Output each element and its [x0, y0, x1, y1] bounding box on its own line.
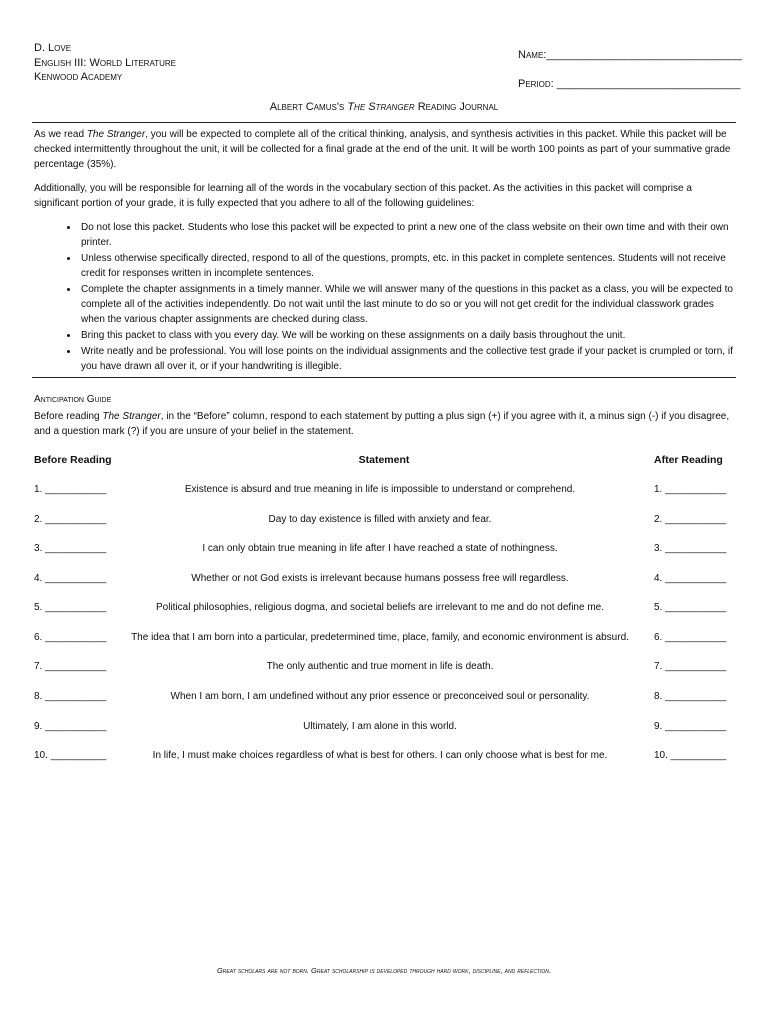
page-title: [0, 101, 768, 113]
divider-top: [32, 122, 736, 123]
statement-text: Existence is absurd and true meaning in life is impossible to understand or comprehend.: [184, 484, 576, 495]
statement-text: When I am born, I am undefined without any prior essence or preconceived soul or personality.: [170, 691, 590, 702]
guide-row: [0, 632, 768, 648]
guide-row: [0, 484, 768, 500]
before-blank[interactable]: 4. ___________: [34, 573, 107, 584]
guideline-item: • Do not lose this packet. Students who lose this packet will be expected to print a new one of the class website on their own time and with their own printer.: [79, 220, 738, 250]
after-blank[interactable]: 9. ___________: [654, 721, 727, 732]
statement-text: The idea that I am born into a particular, predetermined time, place, family, and economic environment is absurd.: [131, 632, 629, 643]
statement-text: Political philosophies, religious dogma, and societal beliefs are irrelevant to me and do not define me.: [155, 602, 605, 613]
after-blank[interactable]: 2. ___________: [654, 514, 727, 525]
guide-row: [0, 514, 768, 530]
after-blank[interactable]: 4. ___________: [654, 573, 727, 584]
teacher-name: D. Love: [34, 42, 72, 54]
after-blank[interactable]: 3. ___________: [654, 543, 727, 554]
guidelines-list: [34, 220, 738, 374]
title-suffix: Reading Journal: [414, 101, 499, 113]
intro-p1-text-b: , you will be expected to complete all of the critical thinking, analysis, and synthesis activities in this packet. While this packet will be checked intermittently throughout the unit, it will be collected for a final grade at the end of the unit. It will be worth 100 points as part of your summative grade percentage (35%).: [34, 129, 731, 170]
after-blank[interactable]: 10. __________: [654, 750, 727, 761]
statement-text: The only authentic and true moment in life is death.: [266, 661, 494, 672]
guideline-item: • Write neatly and be professional. You will lose points on the individual assignments and the collective test grade if your packet is crumpled or torn, if you have drawn all over it, or if your handwriting is illegible.: [79, 344, 738, 374]
intro-section: [34, 127, 738, 375]
guide-row: [0, 750, 768, 766]
student-fields: [518, 41, 742, 99]
before-blank[interactable]: 10. __________: [34, 750, 107, 761]
guide-row: [0, 691, 768, 707]
after-blank[interactable]: 7. ___________: [654, 661, 727, 672]
after-blank[interactable]: 5. ___________: [654, 602, 727, 613]
guideline-item: • Complete the chapter assignments in a timely manner. While we will answer many of the questions in this packet as a class, you will be expected to complete all of the activities independently. Do not wait until the last minute to do so or you will not get credit for the individual classwork grades when the various chapter assignments are checked during class.: [79, 282, 738, 327]
statement-text: Whether or not God exists is irrelevant because humans possess free will regardless.: [191, 573, 569, 584]
guideline-item: • Unless otherwise specifically directed, respond to all of the questions, prompts, etc. in this packet in complete sentences. Students will not receive credit for responses written in incomplete sentences.: [79, 251, 738, 281]
column-header-after: After Reading: [654, 454, 723, 466]
intro-p1-text-a: As we read: [34, 129, 87, 140]
period-field[interactable]: Period: ______________________________: [518, 78, 741, 90]
name-field[interactable]: Name:________________________________: [518, 49, 743, 61]
guide-row: [0, 661, 768, 677]
header-info: [34, 41, 176, 85]
course-name: English III: World Literature: [34, 56, 176, 69]
intro-paragraph-2: Additionally, you will be responsible for learning all of the words in the vocabulary section of this packet. As the activities in this packet will comprise a significant portion of your grade, it is fully expected that you adhere to all of the following guidelines:: [34, 183, 692, 209]
guide-row: [0, 543, 768, 559]
statement-text: Ultimately, I am alone in this world.: [303, 721, 457, 732]
column-header-before: Before Reading: [34, 454, 112, 466]
after-blank[interactable]: 8. ___________: [654, 691, 727, 702]
statement-text: Day to day existence is filled with anxiety and fear.: [268, 514, 492, 525]
before-blank[interactable]: 1. ___________: [34, 484, 107, 495]
statement-text: I can only obtain true meaning in life after I have reached a state of nothingness.: [202, 543, 558, 554]
before-blank[interactable]: 7. ___________: [34, 661, 107, 672]
title-book: The Stranger: [347, 101, 415, 113]
guide-inst-a: Before reading: [34, 411, 103, 422]
before-blank[interactable]: 5. ___________: [34, 602, 107, 613]
before-blank[interactable]: 9. ___________: [34, 721, 107, 732]
intro-p1-book: The Stranger: [86, 129, 146, 140]
statement-text: In life, I must make choices regardless of what is best for others. I can only choose what is best for me.: [152, 750, 608, 761]
footer-quote: Great scholars are not born. Great scholarship is developed through hard work, discipline, and reflection.: [216, 966, 552, 975]
before-blank[interactable]: 2. ___________: [34, 514, 107, 525]
guideline-item: • Bring this packet to class with you every day. We will be working on these assignments on a daily basis throughout the unit.: [79, 328, 738, 343]
guide-row: [0, 573, 768, 589]
before-blank[interactable]: 6. ___________: [34, 632, 107, 643]
after-blank[interactable]: 6. ___________: [654, 632, 727, 643]
section-title: Anticipation Guide: [34, 394, 112, 405]
school-name: Kenwood Academy: [34, 71, 123, 83]
intro-paragraph-1: [34, 127, 738, 172]
guide-row: [0, 721, 768, 737]
guide-inst-b: , in the “Before” column, respond to each statement by putting a plus sign (+) if you agree with it, a minus sign (-) if you disagree, and a question mark (?) if you are unsure of your belief in the statement.: [34, 411, 730, 437]
title-prefix: Albert Camus's: [269, 101, 348, 113]
guide-row: [0, 602, 768, 618]
before-blank[interactable]: 3. ___________: [34, 543, 107, 554]
column-header-statement: Statement: [358, 454, 410, 466]
before-blank[interactable]: 8. ___________: [34, 691, 107, 702]
divider-middle: [32, 377, 736, 378]
after-blank[interactable]: 1. ___________: [654, 484, 727, 495]
guide-inst-book: The Stranger: [102, 411, 161, 422]
guide-instructions: [34, 409, 734, 439]
